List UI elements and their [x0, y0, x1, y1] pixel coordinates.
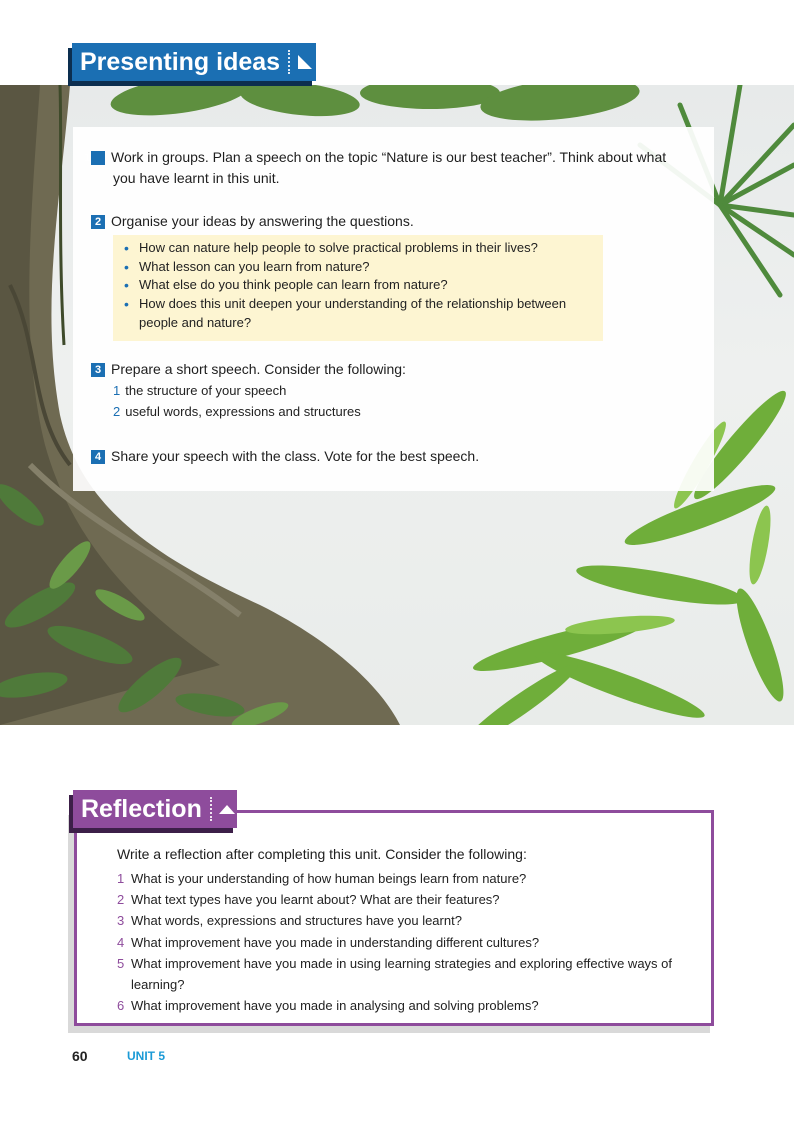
- presenting-ideas-title: Presenting ideas: [80, 47, 281, 76]
- reflection-text: What words, expressions and structures have you learnt?: [131, 913, 462, 929]
- reflection-number: 4: [117, 934, 125, 950]
- consideration-text: the structure of your speech: [125, 383, 287, 398]
- consideration-item: [113, 401, 361, 422]
- tab-divider: [210, 797, 212, 821]
- page-number: 60: [72, 1048, 88, 1064]
- reflection-number: 6: [117, 998, 125, 1014]
- reflection-number: 2: [117, 892, 125, 908]
- task-number-badge: 2: [91, 215, 105, 229]
- task-1: [83, 147, 673, 189]
- task-number-badge: 3: [91, 363, 105, 377]
- reflection-text: What improvement have you made in analysing and solving problems?: [131, 998, 539, 1014]
- reflection-tab: [73, 790, 237, 828]
- task-4: [91, 446, 651, 467]
- reflection-number: 1: [117, 871, 125, 886]
- question-item: • How can nature help people to solve practical problems in their lives?: [113, 239, 603, 258]
- reflection-item: [115, 995, 685, 1016]
- reflection-text: What is your understanding of how human beings learn from nature?: [131, 871, 527, 886]
- reflection-number: 5: [117, 955, 125, 971]
- triangle-up-icon: [218, 800, 236, 818]
- questions-box: [113, 235, 603, 341]
- reflection-item: [115, 932, 685, 953]
- reflection-text: What improvement have you made in understanding different cultures?: [131, 934, 540, 950]
- reflection-number: 3: [117, 913, 125, 929]
- task-panel: [73, 127, 714, 491]
- reflection-intro: Write a reflection after completing this unit. Consider the following:: [117, 846, 527, 862]
- triangle-corner-icon: [296, 53, 314, 71]
- reflection-title: Reflection: [81, 794, 202, 823]
- reflection-box: [74, 810, 714, 1026]
- reflection-list: [115, 868, 685, 1016]
- reflection-text: What text types have you learnt about? What are their features?: [131, 892, 500, 908]
- consideration-number: 2: [113, 404, 121, 419]
- task-text: Organise your ideas by answering the questions.: [111, 213, 414, 229]
- consideration-item: [113, 380, 286, 401]
- task-text: Share your speech with the class. Vote for the best speech.: [111, 448, 480, 464]
- task-2: [91, 211, 651, 232]
- presenting-ideas-tab: [72, 43, 316, 81]
- reflection-item: [115, 953, 685, 995]
- task-text: Prepare a short speech. Consider the following:: [111, 361, 406, 377]
- question-item: • What lesson can you learn from nature?: [113, 258, 603, 277]
- question-item: • How does this unit deepen your understanding of the relationship between people and nature?: [113, 295, 603, 332]
- task-number-badge: 1: [91, 151, 105, 165]
- task-text: Work in groups. Plan a speech on the topic “Nature is our best teacher”. Think about what you have learnt in this unit.: [111, 149, 667, 186]
- tab-divider: [288, 50, 290, 74]
- reflection-text: What improvement have you made in using learning strategies and exploring effective ways of learning?: [131, 955, 672, 993]
- reflection-item: [115, 889, 685, 910]
- reflection-item: [115, 910, 685, 931]
- consideration-number: 1: [113, 383, 121, 398]
- task-3: [91, 359, 651, 380]
- consideration-text: useful words, expressions and structures: [125, 404, 361, 419]
- question-item: • What else do you think people can learn from nature?: [113, 276, 603, 295]
- reflection-item: [115, 868, 685, 889]
- task-number-badge: 4: [91, 450, 105, 464]
- unit-label: UNIT 5: [127, 1049, 166, 1063]
